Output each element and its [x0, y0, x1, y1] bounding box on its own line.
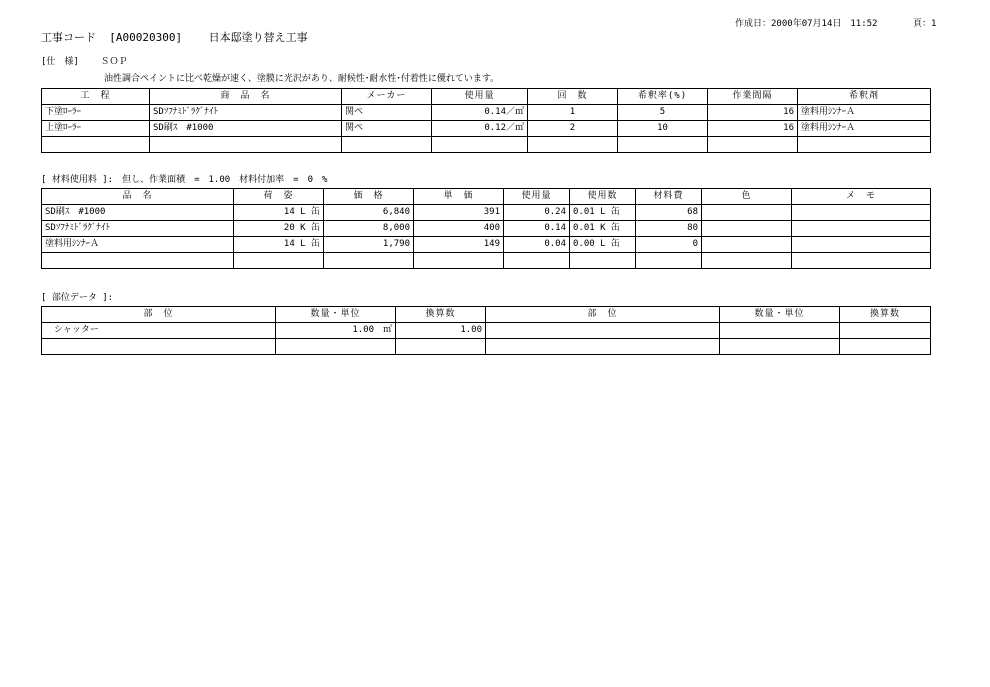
- materials-cell: 8,000: [324, 221, 414, 237]
- parts-cell: [396, 339, 486, 355]
- page-number: 頁：1: [913, 19, 937, 29]
- table-row: [42, 205, 931, 221]
- process-cell: [150, 137, 342, 153]
- materials-cell: [702, 237, 792, 253]
- materials-cell: 0.00 L 缶: [570, 237, 636, 253]
- parts-header: 換算数: [396, 307, 486, 323]
- materials-cell: 0.01 L 缶: [570, 205, 636, 221]
- materials-cell: 1,790: [324, 237, 414, 253]
- table-row: [42, 339, 931, 355]
- process-header: 商 品 名: [150, 89, 342, 105]
- process-cell: 塗料用ｼﾝﾅｰＡ: [798, 121, 931, 137]
- project-header: [41, 29, 308, 45]
- table-row: [42, 237, 931, 253]
- process-cell: 下塗ﾛｰﾗｰ: [42, 105, 150, 121]
- table-row: [42, 121, 931, 137]
- process-cell: 0.12／㎡: [432, 121, 528, 137]
- materials-cell: [792, 237, 931, 253]
- parts-cell: [720, 339, 840, 355]
- process-table: [41, 88, 931, 153]
- table-row: [42, 253, 931, 269]
- materials-cell: SD刷ｽ #1000: [42, 205, 234, 221]
- materials-header: 品 名: [42, 189, 234, 205]
- parts-label: [ 部位データ ]:: [41, 293, 114, 303]
- parts-table: [41, 306, 931, 355]
- process-cell: 上塗ﾛｰﾗｰ: [42, 121, 150, 137]
- process-header: 回 数: [528, 89, 618, 105]
- process-cell: 0.14／㎡: [432, 105, 528, 121]
- table-row: [42, 221, 931, 237]
- process-cell: 塗料用ｼﾝﾅｰＡ: [798, 105, 931, 121]
- materials-cell: [42, 253, 234, 269]
- process-cell: [618, 137, 708, 153]
- process-header: 工 程: [42, 89, 150, 105]
- materials-header: 単 価: [414, 189, 504, 205]
- parts-cell: 1.00 ㎡: [276, 323, 396, 339]
- parts-header: 数量・単位: [276, 307, 396, 323]
- parts-cell: [276, 339, 396, 355]
- materials-cell: [234, 253, 324, 269]
- parts-header-row: [42, 307, 931, 323]
- materials-cell: 0.14: [504, 221, 570, 237]
- materials-cell: 0.01 K 缶: [570, 221, 636, 237]
- parts-cell: [486, 323, 720, 339]
- process-cell: 2: [528, 121, 618, 137]
- process-cell: 16: [708, 121, 798, 137]
- materials-cell: 68: [636, 205, 702, 221]
- parts-cell: [840, 323, 931, 339]
- spec-description: 油性調合ペイントに比べ乾燥が速く、塗膜に光沢があり、耐候性･耐水性･付着性に優れています。: [104, 74, 500, 84]
- process-header: 希釈剤: [798, 89, 931, 105]
- parts-cell: シャッター: [42, 323, 276, 339]
- materials-cell: SDｿﾌﾅﾐﾄﾞﾗｸﾞﾅｲﾄ: [42, 221, 234, 237]
- materials-cell: 14 L 缶: [234, 205, 324, 221]
- parts-cell: [42, 339, 276, 355]
- parts-header: 部 位: [42, 307, 276, 323]
- process-cell: 16: [708, 105, 798, 121]
- materials-cell: 391: [414, 205, 504, 221]
- spec-code: ＳＯＰ: [100, 57, 128, 67]
- materials-cell: 塗料用ｼﾝﾅｰＡ: [42, 237, 234, 253]
- spec-label: [仕 様]: [41, 57, 79, 67]
- materials-cell: 14 L 缶: [234, 237, 324, 253]
- created-label: 作成日：: [735, 19, 772, 29]
- process-header-row: [42, 89, 931, 105]
- process-cell: [708, 137, 798, 153]
- materials-cell: [792, 221, 931, 237]
- table-row: [42, 323, 931, 339]
- materials-cell: [414, 253, 504, 269]
- materials-summary: [ 材料使用料 ]: 但し、作業面積 = 1.00 材料付加率 = 0 %: [41, 175, 328, 185]
- parts-header: 部 位: [486, 307, 720, 323]
- materials-cell: 0: [636, 237, 702, 253]
- process-cell: SD刷ｽ #1000: [150, 121, 342, 137]
- project-name: 日本邸塗り替え工事: [208, 31, 308, 44]
- parts-cell: [840, 339, 931, 355]
- materials-cell: [570, 253, 636, 269]
- process-cell: [528, 137, 618, 153]
- process-cell: SDｿﾌﾅﾐﾄﾞﾗｸﾞﾅｲﾄ: [150, 105, 342, 121]
- process-cell: 5: [618, 105, 708, 121]
- process-header: 希釈率(%): [618, 89, 708, 105]
- code-value: [A00020300]: [109, 31, 183, 44]
- process-cell: [798, 137, 931, 153]
- materials-cell: [504, 253, 570, 269]
- process-header: 使用量: [432, 89, 528, 105]
- materials-cell: [702, 205, 792, 221]
- process-cell: [342, 137, 432, 153]
- process-cell: [42, 137, 150, 153]
- process-cell: 関ペ: [342, 105, 432, 121]
- materials-cell: [702, 253, 792, 269]
- materials-cell: 0.04: [504, 237, 570, 253]
- parts-header: 数量・単位: [720, 307, 840, 323]
- materials-header: メ モ: [792, 189, 931, 205]
- created-value: 2000年07月14日 11:52: [771, 19, 878, 29]
- materials-cell: [702, 221, 792, 237]
- materials-header: 価 格: [324, 189, 414, 205]
- materials-cell: 20 K 缶: [234, 221, 324, 237]
- materials-cell: [324, 253, 414, 269]
- materials-cell: [636, 253, 702, 269]
- materials-cell: [792, 205, 931, 221]
- process-cell: [432, 137, 528, 153]
- materials-header: 荷 姿: [234, 189, 324, 205]
- materials-header: 色: [702, 189, 792, 205]
- materials-cell: [792, 253, 931, 269]
- parts-header: 換算数: [840, 307, 931, 323]
- parts-cell: [486, 339, 720, 355]
- materials-cell: 6,840: [324, 205, 414, 221]
- process-header: 作業間隔: [708, 89, 798, 105]
- created-date: [735, 16, 877, 29]
- process-cell: 10: [618, 121, 708, 137]
- materials-header-row: [42, 189, 931, 205]
- process-cell: 1: [528, 105, 618, 121]
- materials-cell: 80: [636, 221, 702, 237]
- materials-cell: 0.24: [504, 205, 570, 221]
- materials-header: 材料費: [636, 189, 702, 205]
- materials-header: 使用数: [570, 189, 636, 205]
- process-header: メーカー: [342, 89, 432, 105]
- parts-cell: [720, 323, 840, 339]
- code-label: 工事コード: [41, 31, 96, 44]
- spec-line: [41, 54, 128, 67]
- process-cell: 関ペ: [342, 121, 432, 137]
- parts-cell: 1.00: [396, 323, 486, 339]
- materials-cell: 400: [414, 221, 504, 237]
- materials-table: [41, 188, 931, 269]
- table-row: [42, 137, 931, 153]
- materials-header: 使用量: [504, 189, 570, 205]
- table-row: [42, 105, 931, 121]
- materials-cell: 149: [414, 237, 504, 253]
